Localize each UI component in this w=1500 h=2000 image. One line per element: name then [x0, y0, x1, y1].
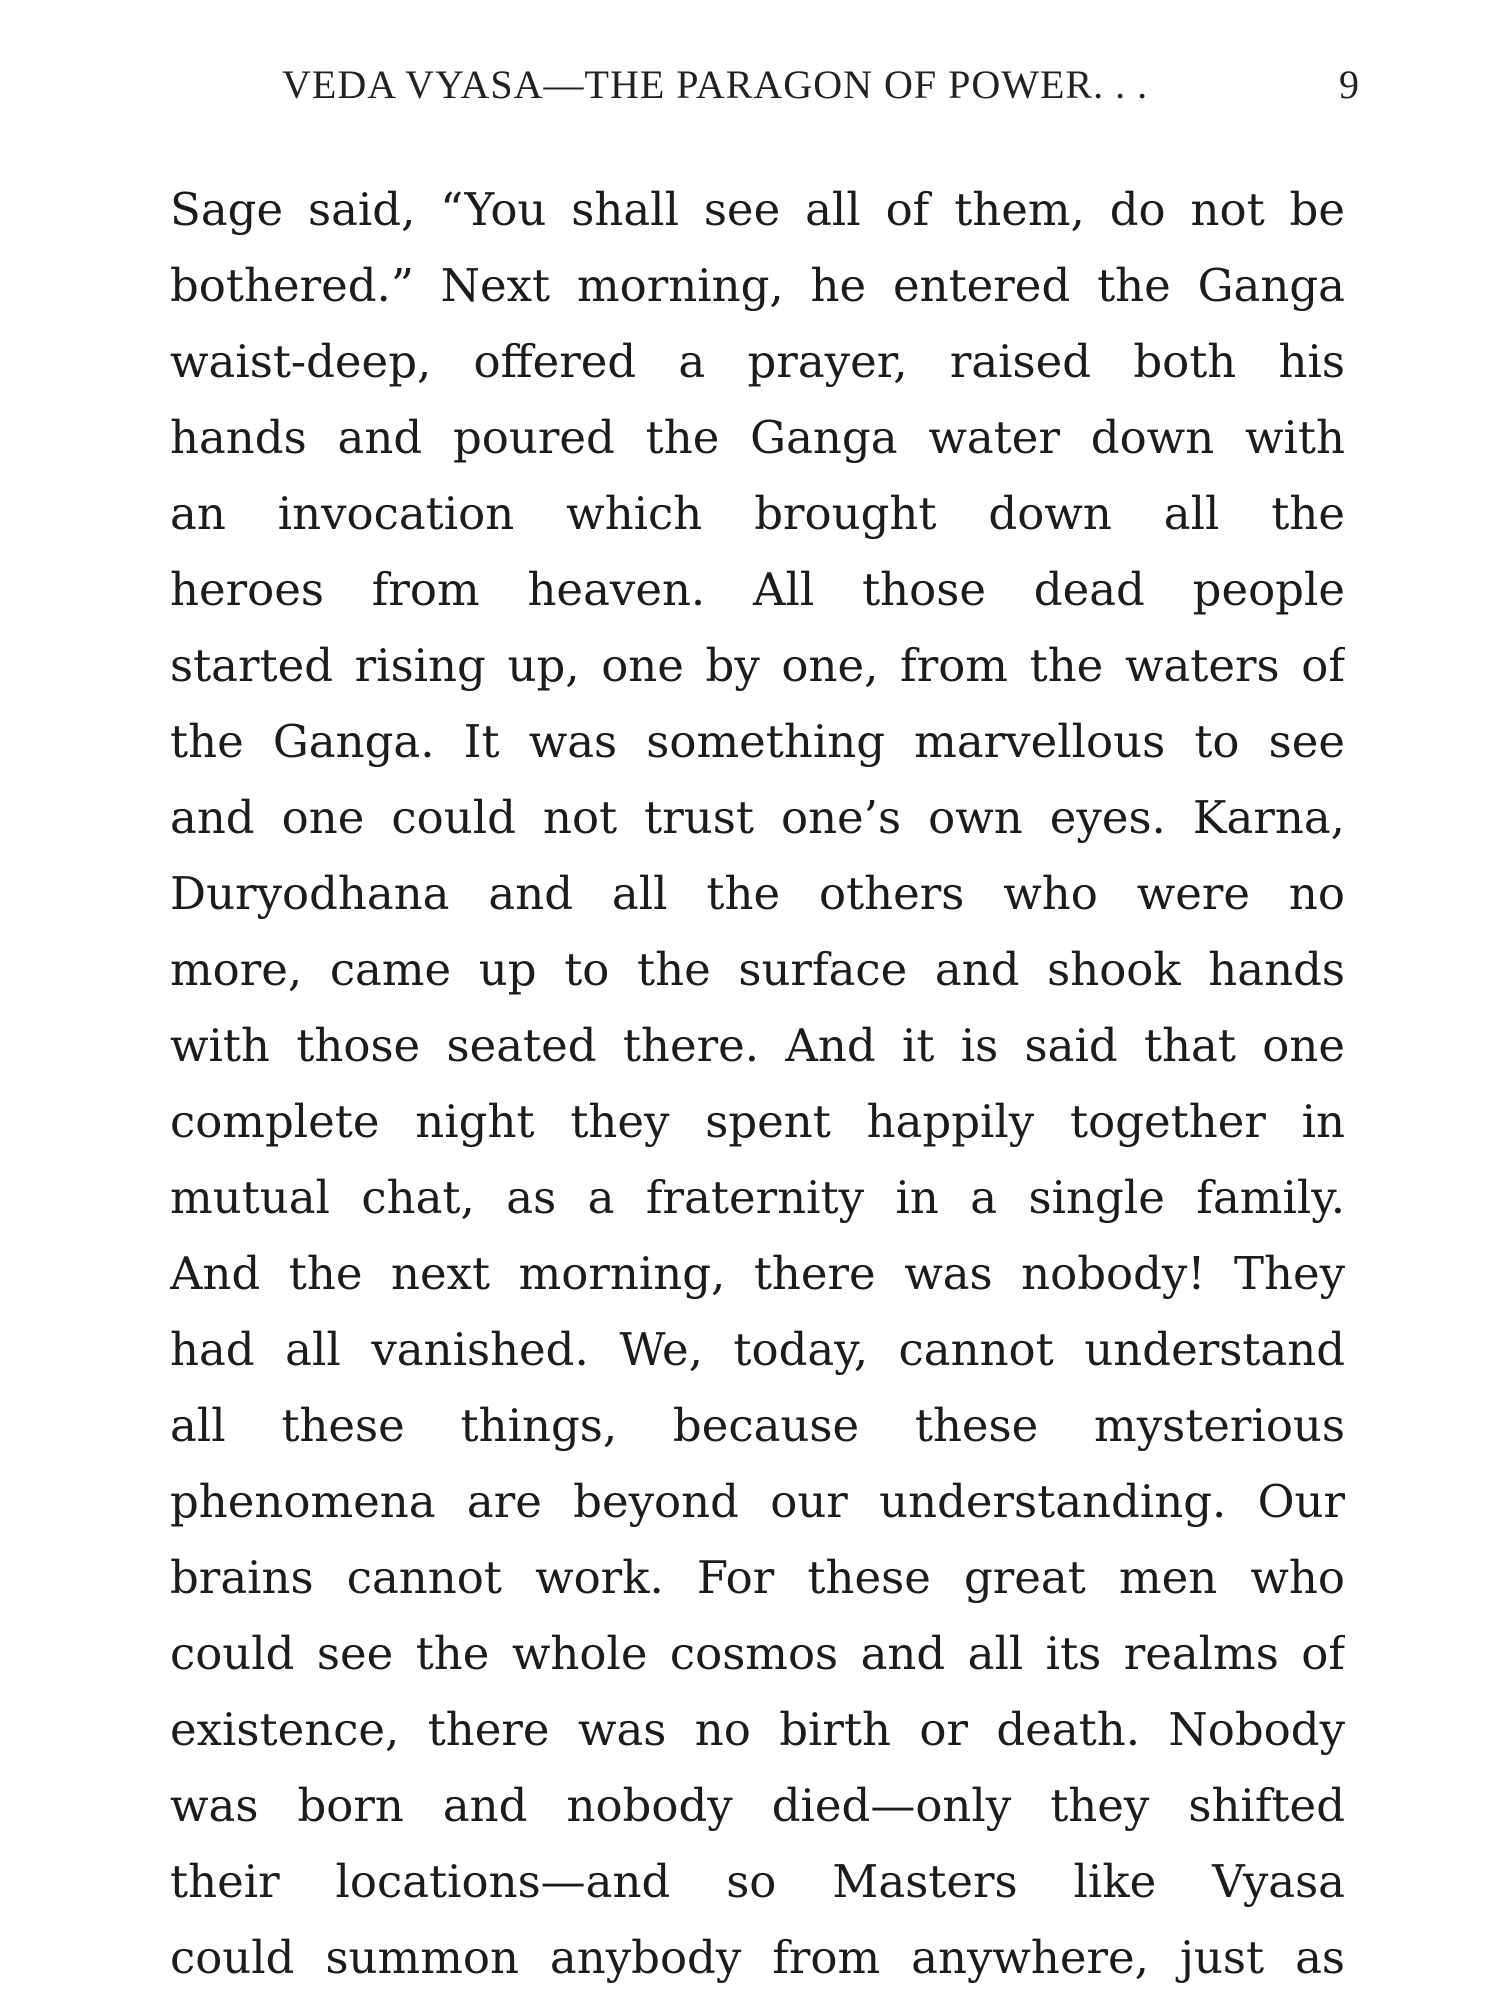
text-line: more, came up to the surface and shook hands: [170, 943, 1345, 996]
text-line: brains cannot work. For these great men who: [170, 1551, 1345, 1604]
text-line: had all vanished. We, today, cannot understand: [170, 1323, 1345, 1376]
running-header: [282, 58, 1360, 110]
text-line: mutual chat, as a fraternity in a single family.: [170, 1171, 1345, 1224]
text-line: was born and nobody died—only they shifted: [170, 1779, 1345, 1832]
running-title: VEDA VYASA—THE PARAGON OF POWER. . .: [282, 61, 1149, 107]
text-line: and one could not trust one’s own eyes. Karna,: [170, 791, 1345, 844]
text-line: with those seated there. And it is said that one: [170, 1019, 1345, 1072]
text-line: could summon anybody from anywhere, just as: [170, 1931, 1345, 1984]
text-line: could see the whole cosmos and all its realms of: [170, 1627, 1345, 1680]
text-line: all these things, because these mysterious: [170, 1399, 1345, 1452]
text-line: their locations—and so Masters like Vyasa: [170, 1855, 1345, 1908]
text-line: hands and poured the Ganga water down with: [170, 411, 1345, 464]
text-line: Sage said, “You shall see all of them, do not be: [170, 183, 1345, 236]
text-line: complete night they spent happily together in: [170, 1095, 1345, 1148]
text-line: existence, there was no birth or death. Nobody: [170, 1703, 1345, 1756]
text-line: the Ganga. It was something marvellous to see: [170, 715, 1345, 768]
page-number: 9: [1339, 61, 1360, 107]
text-line: And the next morning, there was nobody! They: [170, 1247, 1345, 1300]
body-text: [170, 172, 1345, 1996]
text-line: phenomena are beyond our understanding. Our: [170, 1475, 1345, 1528]
text-line: Duryodhana and all the others who were no: [170, 867, 1345, 920]
text-line: heroes from heaven. All those dead people: [170, 563, 1345, 616]
text-line: started rising up, one by one, from the waters of: [170, 639, 1345, 692]
text-line: waist-deep, offered a prayer, raised both his: [170, 335, 1345, 388]
text-line: an invocation which brought down all the: [170, 487, 1345, 540]
text-line: bothered.” Next morning, he entered the Ganga: [170, 259, 1345, 312]
